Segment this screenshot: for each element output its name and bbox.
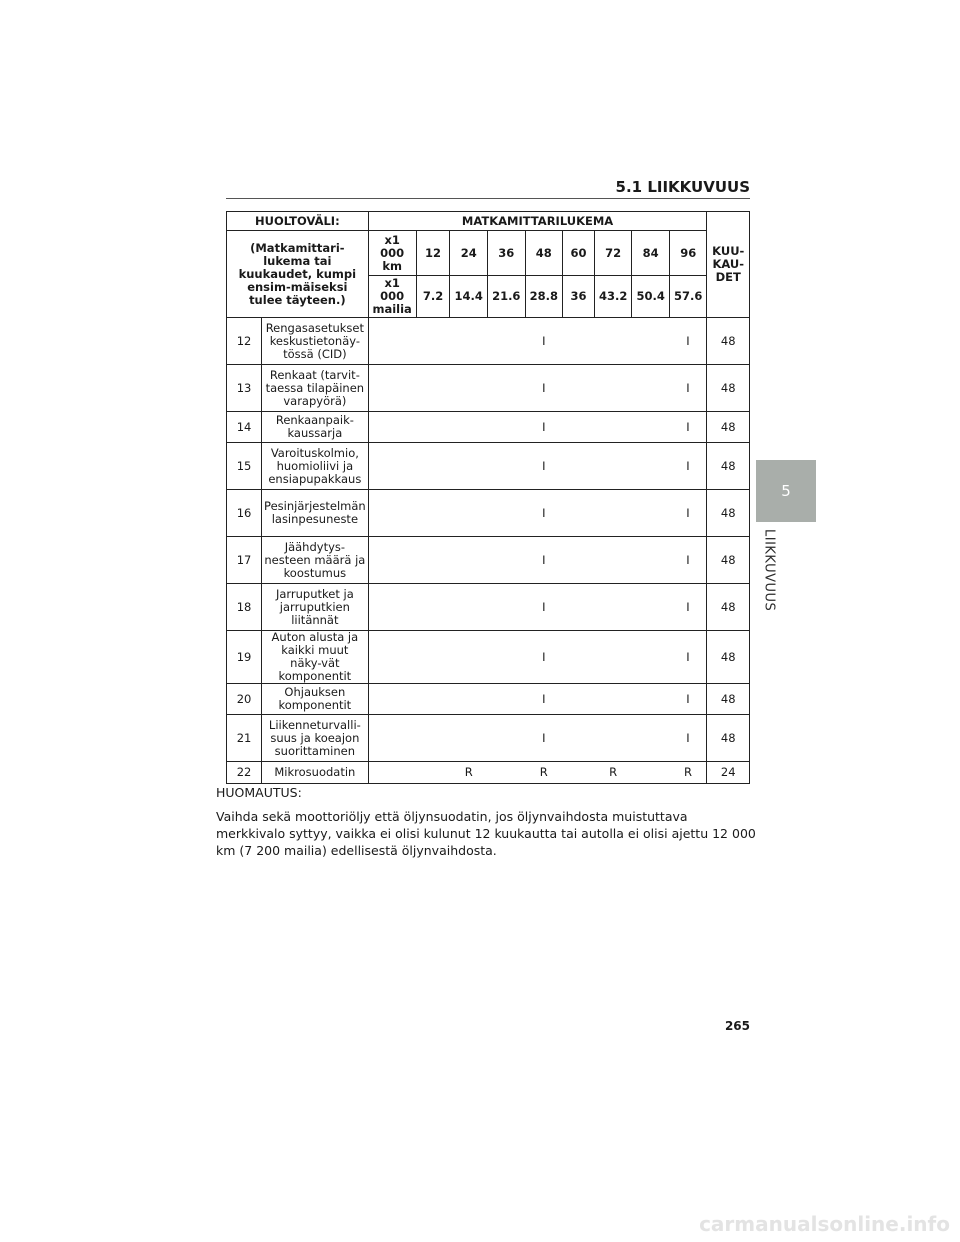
- notes-title: HUOMAUTUS:: [216, 785, 302, 800]
- km-value-header: 96: [669, 231, 707, 276]
- interval-cell: [488, 443, 526, 490]
- interval-cell: [488, 412, 526, 443]
- interval-cell: [632, 537, 670, 584]
- item-name: Auton alusta ja kaikki muut näky-vät komponentit: [262, 631, 369, 684]
- interval-cell: [450, 412, 488, 443]
- interval-cell: [450, 490, 488, 537]
- table-row: [227, 490, 750, 537]
- interval-cell: I: [525, 318, 563, 365]
- interval-cell: [632, 684, 670, 715]
- interval-cell: [416, 318, 450, 365]
- interval-cell: [632, 412, 670, 443]
- interval-cell: [416, 762, 450, 784]
- interval-cell: I: [525, 584, 563, 631]
- interval-cell: [488, 490, 526, 537]
- item-name: Renkaat (tarvit-taessa tilapäinen varapyörä): [262, 365, 369, 412]
- interval-cell: [488, 762, 526, 784]
- item-number: 15: [227, 443, 262, 490]
- months-cell: 48: [707, 490, 750, 537]
- interval-cell: R: [525, 762, 563, 784]
- item-name: Rengasasetukset keskustietonäy-tössä (CID): [262, 318, 369, 365]
- interval-cell: [563, 443, 595, 490]
- interval-cell: [450, 584, 488, 631]
- km-value-header: 48: [525, 231, 563, 276]
- interval-cell: [450, 365, 488, 412]
- table-row: [227, 365, 750, 412]
- item-name: Renkaanpaik-kaussarja: [262, 412, 369, 443]
- interval-cell: [563, 365, 595, 412]
- item-name: Jäähdytys-nesteen määrä ja koostumus: [262, 537, 369, 584]
- interval-cell: I: [669, 443, 707, 490]
- table-row: [227, 684, 750, 715]
- interval-cell: I: [669, 412, 707, 443]
- km-value-header: 36: [488, 231, 526, 276]
- chapter-tab[interactable]: [756, 460, 816, 522]
- table-row: [227, 443, 750, 490]
- interval-cell: [632, 584, 670, 631]
- item-number: 16: [227, 490, 262, 537]
- interval-cell: I: [669, 365, 707, 412]
- interval-cell: [594, 490, 632, 537]
- notes-section: [216, 784, 756, 859]
- interval-cell: [632, 490, 670, 537]
- interval-cell: I: [525, 631, 563, 684]
- header-divider: [226, 198, 750, 199]
- months-cell: 48: [707, 684, 750, 715]
- interval-cell: [416, 631, 450, 684]
- page-number: 265: [724, 1019, 750, 1033]
- watermark-logo: carmanualsonline.info: [699, 1212, 950, 1236]
- interval-cell: [594, 715, 632, 762]
- interval-cell: [563, 412, 595, 443]
- interval-cell: [563, 490, 595, 537]
- interval-cell: [416, 715, 450, 762]
- mile-value-header: 57.6: [669, 276, 707, 318]
- notes-text: Vaihda sekä moottoriöljy että öljynsuodatin, jos öljynvaihdosta muistuttava merkkivalo syttyy, vaikka ei olisi kulunut 12 kuukautta tai autolla ei olisi ajettu 12 000 km (7 200 mailia) edellisestä öljynvaihdosta.: [216, 809, 756, 858]
- interval-cell: [594, 318, 632, 365]
- months-cell: 48: [707, 715, 750, 762]
- interval-cell: R: [450, 762, 488, 784]
- interval-cell: I: [525, 715, 563, 762]
- unit-cell: [368, 490, 416, 537]
- months-cell: 48: [707, 584, 750, 631]
- interval-cell: [594, 584, 632, 631]
- interval-cell: [416, 584, 450, 631]
- interval-cell: I: [669, 631, 707, 684]
- interval-cell: [563, 631, 595, 684]
- table-row: [227, 584, 750, 631]
- interval-cell: [563, 584, 595, 631]
- interval-cell: [563, 318, 595, 365]
- interval-cell: I: [525, 490, 563, 537]
- interval-cell: [488, 537, 526, 584]
- km-value-header: 84: [632, 231, 670, 276]
- interval-cell: [488, 318, 526, 365]
- table-row: [227, 762, 750, 784]
- interval-cell: [632, 365, 670, 412]
- item-number: 20: [227, 684, 262, 715]
- mile-value-header: 36: [563, 276, 595, 318]
- km-value-header: 12: [416, 231, 450, 276]
- item-number: 14: [227, 412, 262, 443]
- interval-cell: I: [525, 365, 563, 412]
- interval-cell: [632, 762, 670, 784]
- unit-cell: [368, 365, 416, 412]
- mile-unit: x1 000 mailia: [368, 276, 416, 318]
- unit-cell: [368, 715, 416, 762]
- interval-cell: [450, 443, 488, 490]
- interval-cell: [416, 537, 450, 584]
- interval-cell: [450, 537, 488, 584]
- chapter-number: 5: [781, 482, 791, 500]
- interval-cell: I: [669, 318, 707, 365]
- months-cell: 48: [707, 443, 750, 490]
- item-name: Mikrosuodatin: [262, 762, 369, 784]
- interval-cell: R: [594, 762, 632, 784]
- unit-cell: [368, 631, 416, 684]
- km-value-header: 72: [594, 231, 632, 276]
- interval-cell: I: [669, 490, 707, 537]
- interval-cell: I: [525, 443, 563, 490]
- interval-cell: [488, 365, 526, 412]
- interval-cell: [488, 584, 526, 631]
- km-value-header: 60: [563, 231, 595, 276]
- item-number: 22: [227, 762, 262, 784]
- unit-cell: [368, 584, 416, 631]
- chapter-label: LIIKKUVUUS: [761, 528, 777, 612]
- item-name: Pesinjärjestelmän lasinpesuneste: [262, 490, 369, 537]
- interval-description: (Matkamittari-lukema tai kuukaudet, kumpi ensim-mäiseksi tulee täyteen.): [227, 231, 369, 318]
- interval-cell: [594, 365, 632, 412]
- interval-cell: [563, 715, 595, 762]
- interval-cell: I: [525, 684, 563, 715]
- unit-cell: [368, 412, 416, 443]
- interval-cell: I: [669, 684, 707, 715]
- interval-cell: [563, 537, 595, 584]
- interval-cell: [594, 443, 632, 490]
- unit-cell: [368, 684, 416, 715]
- item-name: Liikenneturvalli-suus ja koeajon suorittaminen: [262, 715, 369, 762]
- item-number: 18: [227, 584, 262, 631]
- interval-cell: [632, 318, 670, 365]
- interval-cell: [450, 715, 488, 762]
- item-number: 12: [227, 318, 262, 365]
- mile-value-header: 28.8: [525, 276, 563, 318]
- months-cell: 48: [707, 412, 750, 443]
- interval-cell: I: [669, 537, 707, 584]
- interval-cell: [450, 318, 488, 365]
- item-name: Jarruputket ja jarruputkien liitännät: [262, 584, 369, 631]
- interval-cell: [416, 443, 450, 490]
- unit-cell: [368, 443, 416, 490]
- interval-cell: [594, 631, 632, 684]
- interval-cell: I: [669, 584, 707, 631]
- unit-cell: [368, 762, 416, 784]
- maintenance-table: [226, 211, 750, 784]
- table-row: [227, 715, 750, 762]
- interval-cell: [632, 631, 670, 684]
- unit-cell: [368, 318, 416, 365]
- interval-cell: [450, 631, 488, 684]
- odometer-header: MATKAMITTARILUKEMA: [368, 212, 707, 231]
- interval-cell: [563, 762, 595, 784]
- mile-value-header: 21.6: [488, 276, 526, 318]
- interval-cell: [416, 684, 450, 715]
- table-row: [227, 631, 750, 684]
- item-number: 13: [227, 365, 262, 412]
- mile-value-header: 7.2: [416, 276, 450, 318]
- months-header: KUU-KAU-DET: [707, 212, 750, 318]
- interval-cell: I: [525, 537, 563, 584]
- months-cell: 48: [707, 537, 750, 584]
- interval-cell: [632, 443, 670, 490]
- interval-cell: [416, 490, 450, 537]
- mile-value-header: 14.4: [450, 276, 488, 318]
- months-cell: 48: [707, 365, 750, 412]
- interval-cell: [416, 412, 450, 443]
- interval-cell: [488, 631, 526, 684]
- interval-cell: R: [669, 762, 707, 784]
- table-row: [227, 318, 750, 365]
- item-number: 19: [227, 631, 262, 684]
- unit-cell: [368, 537, 416, 584]
- interval-header: HUOLTOVÄLI:: [227, 212, 369, 231]
- interval-cell: [632, 715, 670, 762]
- months-cell: 24: [707, 762, 750, 784]
- mile-value-header: 50.4: [632, 276, 670, 318]
- km-unit: x1 000 km: [368, 231, 416, 276]
- table-row: [227, 412, 750, 443]
- table-row: [227, 537, 750, 584]
- item-number: 17: [227, 537, 262, 584]
- interval-cell: [488, 684, 526, 715]
- interval-cell: I: [669, 715, 707, 762]
- interval-cell: [450, 684, 488, 715]
- km-value-header: 24: [450, 231, 488, 276]
- section-header: 5.1 LIIKKUVUUS: [615, 178, 750, 196]
- interval-cell: [594, 684, 632, 715]
- item-name: Varoituskolmio, huomioliivi ja ensiapupakkaus: [262, 443, 369, 490]
- mile-value-header: 43.2: [594, 276, 632, 318]
- item-number: 21: [227, 715, 262, 762]
- interval-cell: [416, 365, 450, 412]
- interval-cell: [594, 412, 632, 443]
- months-cell: 48: [707, 631, 750, 684]
- interval-cell: [563, 684, 595, 715]
- item-name: Ohjauksen komponentit: [262, 684, 369, 715]
- interval-cell: [488, 715, 526, 762]
- interval-cell: [594, 537, 632, 584]
- interval-cell: I: [525, 412, 563, 443]
- months-cell: 48: [707, 318, 750, 365]
